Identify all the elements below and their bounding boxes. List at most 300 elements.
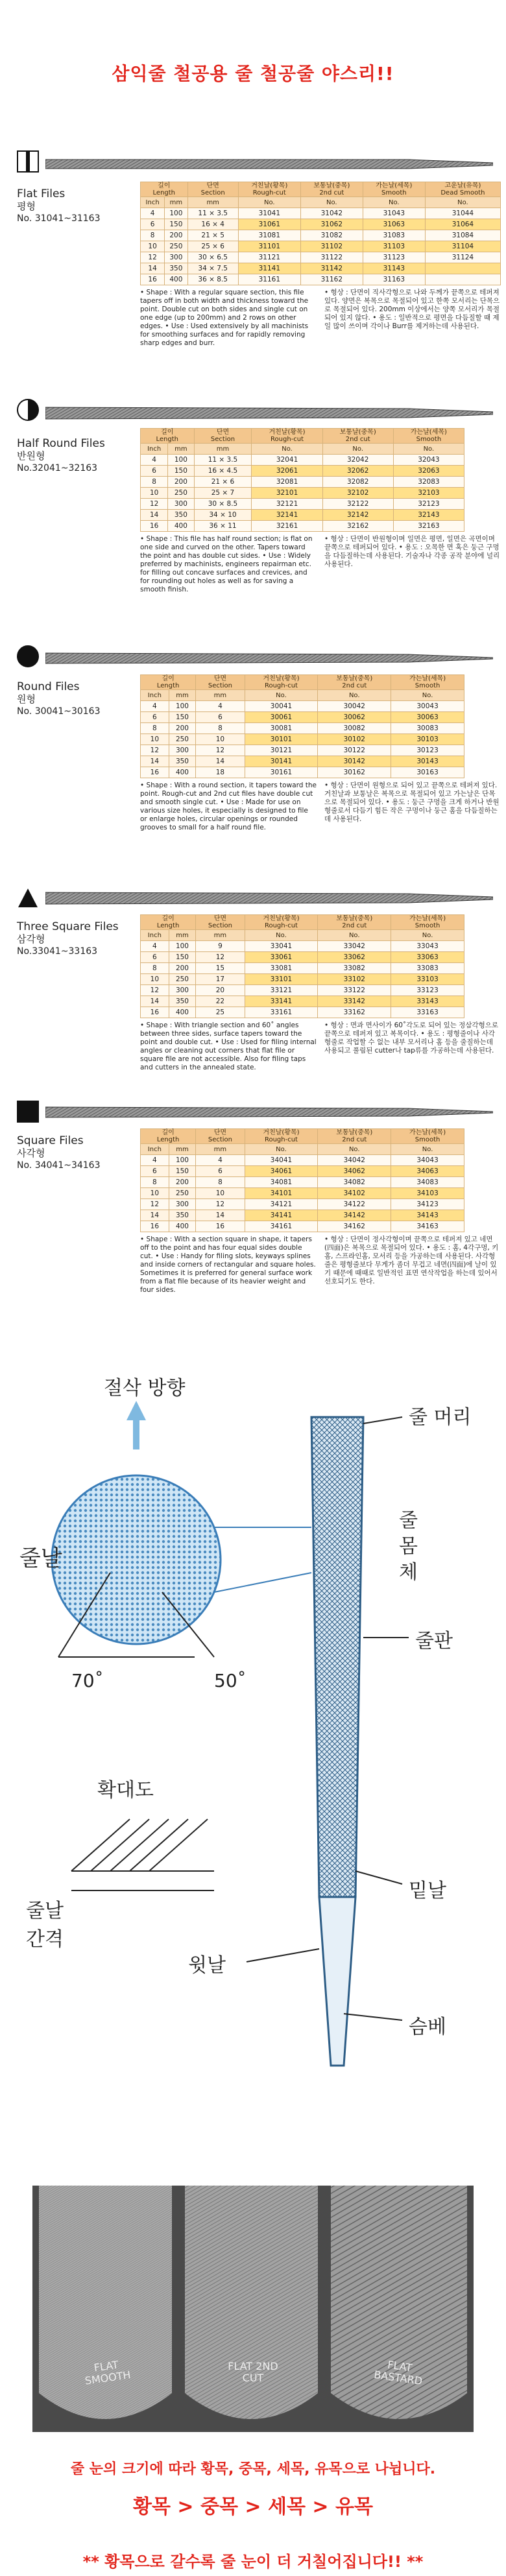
table-cell: 34162 [318,1221,391,1232]
table-cell: 34123 [391,1199,464,1210]
table-cell: 12 [196,952,245,963]
table-cell: 12 [141,745,169,756]
header-no: No. [245,930,318,941]
teeth-label: 줄날 [19,1545,62,1571]
header-smooth: 가는날(세목) Smooth [393,429,464,444]
square-note-ko: • 형상 : 단면이 정사각형이며 끝쪽으로 테퍼져 있고 네면(四面)은 복목으로 목절되어 있다. • 용도 : 홈, 4각구멍, 키홈, 스프라인홈, 모서리 등을 가공하는데 사용된다. 사각형줄은 평형줄보다 무게가 좀더 무겁고 네면(四面)에 날이 있기 때문에 때때로 일반적인 표면 연삭작업을 하는데 있어서 선호되기도 한다. [324,1235,499,1285]
table-cell: 4 [196,1155,245,1166]
table-row [141,767,464,778]
table-row [141,701,464,712]
table-cell: 14 [141,263,165,274]
flat-name: Flat Files [17,187,66,200]
half-note-ko: • 형상 : 단면이 반원형이며 일면은 평면, 일면은 곡면이며 끝쪽으로 테퍼되어 있다. • 용도 : 오목한 면 혹은 둥근 구멍을 다듬질하는데 사용된다. 기술자나 각종 공작 분야에 널리 사용된다. [324,535,500,568]
header-mm2: mm [194,444,252,455]
header-no: No. [363,197,425,208]
square-title [17,1135,101,1172]
header-rough: 거친날(황목) Rough-cut [238,182,300,197]
flat-section-icon [17,150,39,173]
square-ko: 사각형 [17,1147,45,1159]
table-cell: 16 [141,767,169,778]
table-cell: 30141 [245,756,318,767]
table-cell: 30083 [391,723,464,734]
table-cell: 350 [169,996,196,1007]
photo-label-smooth: FLAT SMOOTH [84,2358,132,2387]
table-cell: 200 [169,723,196,734]
file-tang [319,1897,355,2066]
table-cell: 32082 [322,477,393,488]
table-cell: 10 [141,488,168,499]
three-note-en: • Shape : With triangle section and 60˚ angles between three sides, surface tapers toward the point and double cut. • Use : Used for filing internal angles or cleaning out corners that flat file or square file are not accessible. Also for filing taps and cutters in the annealed state. [140,1021,317,1071]
square-section-icon [17,1101,39,1123]
table-cell: 4 [196,701,245,712]
table-cell: 200 [165,230,187,241]
table-cell: 250 [168,488,194,499]
table-cell: 11 × 3.5 [187,208,238,219]
table-cell: 31163 [363,274,425,285]
caption-grades: 줄 눈의 크기에 따라 황목, 중목, 세목, 유목으로 나뉩니다. [70,2461,436,2477]
table-cell: 10 [141,241,165,252]
half-round-file-image [45,403,493,423]
header-section: 단면 Section [196,1129,245,1144]
photo-label-2nd: FLAT 2ND CUT [228,2360,278,2384]
square-notes [140,1235,501,1296]
table-cell: 14 [196,1210,245,1221]
header-no: No. [318,930,391,941]
table-cell: 200 [168,477,194,488]
table-cell: 4 [141,208,165,219]
table-row [141,1166,464,1177]
table-cell [425,263,500,274]
table-cell: 16 [141,1007,169,1018]
table-cell: 32043 [393,455,464,466]
header-rough: 거친날(황목) Rough-cut [252,429,322,444]
table-cell: 33043 [391,941,464,952]
table-row [141,1210,464,1221]
table-cell: 10 [196,1188,245,1199]
table-cell: 6 [141,952,169,963]
half-name: Half Round Files [17,437,105,450]
table-cell: 10 [141,1188,169,1199]
table-cell: 33061 [245,952,318,963]
table-cell: 31121 [238,252,300,263]
header-no: No. [318,1144,391,1155]
table-cell: 30063 [391,712,464,723]
table-cell: 21 × 5 [187,230,238,241]
table-cell: 34081 [245,1177,318,1188]
table-cell: 33082 [318,963,391,974]
table-cell: 32121 [252,499,322,510]
three-ko: 삼각형 [17,933,45,945]
table-cell: 32123 [393,499,464,510]
table-cell: 25 × 6 [187,241,238,252]
table-cell: 30081 [245,723,318,734]
table-cell: 33102 [318,974,391,985]
header-rough: 거친날(황목) Rough-cut [245,1129,318,1144]
table-cell: 10 [141,734,169,745]
table-cell: 25 × 7 [194,488,252,499]
table-cell: 33083 [391,963,464,974]
header-inch: Inch [141,444,168,455]
table-cell: 300 [165,252,187,263]
upper-edge-label: 윗날 [188,1954,226,1977]
table-cell: 30161 [245,767,318,778]
table-cell: 32143 [393,510,464,521]
table-cell: 34143 [391,1210,464,1221]
header-mm2: mm [196,930,245,941]
flat-notes [140,289,501,349]
table-row [141,241,501,252]
table-cell: 33103 [391,974,464,985]
table-cell: 6 [196,712,245,723]
table-cell: 33062 [318,952,391,963]
header-no: No. [425,197,500,208]
header-second: 보통날(중목) 2nd cut [322,429,393,444]
table-cell: 20 [196,985,245,996]
table-cell: 34101 [245,1188,318,1199]
header-no: No. [391,690,464,701]
table-cell: 16 [141,1221,169,1232]
table-cell: 8 [141,723,169,734]
square-note-en: • Shape : With a section square in shape, it tapers off to the point and has four equal sides double cut. • Use : Handy for filing slots, keyways splines and inside corners of rectangular and square holes. Sometimes it is preferred for general surface work from a flat file because of its heavier weight and four sides. [140,1235,316,1294]
table-cell: 16 [141,521,168,532]
table-cell: 32122 [322,499,393,510]
header-no: No. [391,1144,464,1155]
table-cell: 33161 [245,1007,318,1018]
cut-direction-label: 절삭 방향 [104,1377,186,1400]
table-cell: 32101 [252,488,322,499]
header-no: No. [245,1144,318,1155]
table-row [141,756,464,767]
header-section: 단면 Section [194,429,252,444]
file-anatomy-diagram [0,1378,506,2156]
enlarged-label: 확대도 [97,1779,154,1802]
header-mm: mm [169,1144,196,1155]
header-mm: mm [169,930,196,941]
table-cell: 32083 [393,477,464,488]
table-row [141,974,464,985]
table-cell: 32081 [252,477,322,488]
table-cell: 33081 [245,963,318,974]
table-cell: 31162 [300,274,363,285]
table-cell: 34062 [318,1166,391,1177]
table-row [141,734,464,745]
flat-note-en: • Shape : With a regular square section, this file tapers off in both width and thickness toward the point. Double cut on both sides and single cut on one edge (up to 200mm) and 2 rows on other edges. • Use : Used extensively by all machinists for smoothing surfaces and for rapidly removing sharp edges and burr. [140,289,309,347]
table-cell: 34141 [245,1210,318,1221]
table-cell: 34 × 7.5 [187,263,238,274]
header-no: No. [252,444,322,455]
three-note-ko: • 형상 : 면과 면사이가 60˚각도로 되어 있는 정삼각형으로 끝쪽으로 테퍼져 있고 복목이다. • 용도 : 평형줄이나 사각형줄로 작업할 수 없는 내부 모서리나 홈 등을 줄질하는데 사용되고 풀림된 cutter나 tap류를 가공하는데 사용된다. [324,1021,499,1055]
table-cell: 34121 [245,1199,318,1210]
table-cell: 31161 [238,274,300,285]
flat-title [17,188,101,225]
table-cell: 4 [141,1155,169,1166]
three-square-file-image [45,888,493,908]
table-cell: 31044 [425,208,500,219]
table-cell: 31081 [238,230,300,241]
table-cell: 32161 [252,521,322,532]
table-cell: 16 [141,274,165,285]
table-cell: 31084 [425,230,500,241]
page-title: 삼익줄 철공용 줄 철공줄 야스리!! [112,63,394,84]
table-cell: 350 [165,263,187,274]
table-cell: 10 [196,734,245,745]
header-no: No. [318,690,391,701]
table-cell: 34161 [245,1221,318,1232]
table-cell: 32063 [393,466,464,477]
table-cell: 32141 [252,510,322,521]
table-cell: 34041 [245,1155,318,1166]
table-cell: 33101 [245,974,318,985]
table-row [141,488,464,499]
table-row [141,712,464,723]
table-row [141,1199,464,1210]
table-cell: 100 [169,701,196,712]
caption-note: ** 황목으로 갈수록 줄 눈이 더 거칠어집니다!! ** [82,2553,424,2571]
header-second: 보통날(중목) 2nd cut [318,1129,391,1144]
table-cell: 32163 [393,521,464,532]
table-cell: 6 [196,1166,245,1177]
header-second: 보통날(중목) 2nd cut [318,675,391,690]
round-ko: 원형 [17,693,36,705]
table-cell: 14 [196,756,245,767]
head-label: 줄 머리 [409,1406,472,1429]
table-cell: 12 [196,745,245,756]
table-cell: 34082 [318,1177,391,1188]
table-cell: 21 × 6 [194,477,252,488]
table-cell: 30103 [391,734,464,745]
table-cell: 34163 [391,1221,464,1232]
table-cell: 16 [196,1221,245,1232]
half-ko: 반원형 [17,450,45,462]
table-cell: 250 [165,241,187,252]
table-cell: 14 [141,510,168,521]
header-section: 단면 Section [196,915,245,930]
table-cell: 34 × 10 [194,510,252,521]
table-cell: 350 [168,510,194,521]
table-row [141,941,464,952]
flat-ko: 평형 [17,200,36,212]
enlarged-detail [71,1819,214,1890]
flat-no: No. 31041~31163 [17,213,101,224]
table-cell: 34061 [245,1166,318,1177]
table-cell: 32142 [322,510,393,521]
header-dead: 고운날(유목) Dead Smooth [425,182,500,197]
table-cell: 8 [141,230,165,241]
table-cell: 34103 [391,1188,464,1199]
table-cell: 31101 [238,241,300,252]
table-cell: 150 [165,219,187,230]
table-cell: 9 [196,941,245,952]
table-cell: 33142 [318,996,391,1007]
file-body [311,1417,363,1897]
header-smooth: 가는날(세목) Smooth [363,182,425,197]
table-cell: 33163 [391,1007,464,1018]
table-cell: 12 [141,985,169,996]
magnified-teeth-circle [52,1475,221,1644]
flat-2nd-cut-file [185,2186,318,2419]
table-cell: 200 [169,1177,196,1188]
header-smooth: 가는날(세목) Smooth [391,675,464,690]
table-cell: 150 [169,712,196,723]
round-title [17,681,101,718]
table-cell: 30041 [245,701,318,712]
header-inch: Inch [141,1144,169,1155]
table-cell: 150 [169,1166,196,1177]
table-cell: 30042 [318,701,391,712]
header-inch: Inch [141,197,165,208]
three-name: Three Square Files [17,920,119,933]
table-cell: 250 [169,1188,196,1199]
table-cell: 32062 [322,466,393,477]
table-cell: 31063 [363,219,425,230]
table-cell: 34083 [391,1177,464,1188]
half-round-notes [140,535,501,595]
table-cell: 32042 [322,455,393,466]
table-cell: 100 [169,1155,196,1166]
square-file-image [45,1103,493,1122]
table-cell: 300 [169,745,196,756]
angle-50-label: 50˚ [214,1670,247,1691]
table-cell: 12 [196,1199,245,1210]
table-cell: 31062 [300,219,363,230]
table-row [141,499,464,510]
table-cell: 8 [141,1177,169,1188]
table-cell: 31122 [300,252,363,263]
header-mm2: mm [196,690,245,701]
tang-label: 슴베 [409,2016,446,2038]
table-cell: 100 [168,455,194,466]
table-row [141,219,501,230]
table-cell: 18 [196,767,245,778]
half-note-en: • Shape : This file has half round section; is flat on one side and curved on the other. Tapers toward the point and has double cut sides. • Use : Widely preferred by machinists, engineers repairman etc. for filling out concave surfaces and crevices, and for rounding out holes as well as for saving a smooth finish. [140,535,313,593]
three-square-notes [140,1021,501,1073]
cut-direction-arrow [126,1401,146,1449]
table-cell: 36 × 8.5 [187,274,238,285]
table-cell: 34063 [391,1166,464,1177]
header-inch: Inch [141,930,169,941]
caption-order: 황목 > 중목 > 세목 > 유목 [133,2496,373,2518]
header-second: 보통날(중목) 2nd cut [300,182,363,197]
header-mm: mm [165,197,187,208]
table-cell: 33121 [245,985,318,996]
table-cell: 250 [169,974,196,985]
table-row [141,521,464,532]
half-round-section-icon [17,399,39,421]
round-notes [140,781,501,833]
table-cell: 11 × 3.5 [194,455,252,466]
header-section: 단면 Section [196,675,245,690]
table-row [141,455,464,466]
table-row [141,208,501,219]
table-cell: 31083 [363,230,425,241]
square-spec-table [140,1128,464,1232]
table-cell: 34102 [318,1188,391,1199]
angle-70-label: 70˚ [71,1670,104,1691]
table-cell: 32162 [322,521,393,532]
table-cell: 6 [141,712,169,723]
table-cell: 31102 [300,241,363,252]
flat-note-ko: • 형상 : 단면이 직사각형으로 나와 두께가 끝쪽으로 테퍼져 있다. 양면은 복목으로 목절되어 있고 한쪽 모서리는 단목으로 목절되어 있다. 200mm 이상에서는 양쪽 모서리가 목절되어 있지 않다. • 용도 : 일반적으로 평면을 다듬질할 때 제일 많이 쓰이며 각이나 Burr를 제거하는데 사용된다. [324,289,500,330]
table-cell: 30143 [391,756,464,767]
table-row [141,1007,464,1018]
table-row [141,745,464,756]
table-cell: 31104 [425,241,500,252]
header-mm: mm [168,444,194,455]
table-cell: 16 × 4 [187,219,238,230]
table-cell: 31141 [238,263,300,274]
table-cell: 33063 [391,952,464,963]
table-cell: 31042 [300,208,363,219]
table-cell: 100 [169,941,196,952]
table-cell: 6 [141,1166,169,1177]
table-cell: 30043 [391,701,464,712]
table-cell: 31082 [300,230,363,241]
table-cell: 30061 [245,712,318,723]
table-cell: 15 [196,963,245,974]
header-inch: Inch [141,690,169,701]
header-second: 보통날(중목) 2nd cut [318,915,391,930]
table-cell: 200 [169,963,196,974]
round-section-icon [17,645,39,667]
table-row [141,477,464,488]
header-smooth: 가는날(세목) Smooth [391,915,464,930]
table-cell: 30122 [318,745,391,756]
table-cell: 350 [169,1210,196,1221]
table-row [141,263,501,274]
header-no: No. [245,690,318,701]
table-cell: 33162 [318,1007,391,1018]
header-length: 길이 Length [141,675,196,690]
header-no: No. [300,197,363,208]
table-row [141,510,464,521]
table-cell: 12 [141,1199,169,1210]
table-cell: 32102 [322,488,393,499]
header-mm2: mm [196,1144,245,1155]
header-no: No. [322,444,393,455]
table-cell: 32061 [252,466,322,477]
half-no: No.32041~32163 [17,463,98,473]
table-cell: 30162 [318,767,391,778]
table-row [141,723,464,734]
table-cell: 25 [196,1007,245,1018]
table-cell: 30102 [318,734,391,745]
half-round-title [17,438,105,475]
tooth-spacing-label: 줄날 간격 [26,1900,64,1951]
header-rough: 거친날(황목) Rough-cut [245,675,318,690]
table-cell: 32103 [393,488,464,499]
table-cell: 150 [168,466,194,477]
table-row [141,963,464,974]
table-cell: 22 [196,996,245,1007]
table-cell: 350 [169,756,196,767]
round-note-en: • Shape : With a round section, it tapers toward the point. Rough-cut and 2nd cut files have double cut and smooth single cut. • Use : Made for use on various size holes, it especially is designed to file or enlarge holes, circular openings or rounded grooves to small for a half round file. [140,781,317,831]
table-cell [425,274,500,285]
square-name: Square Files [17,1134,84,1147]
table-row [141,1155,464,1166]
triangle-section-icon [17,887,39,909]
header-no: No. [238,197,300,208]
table-cell: 8 [141,477,168,488]
round-no: No. 30041~30163 [17,706,101,717]
table-cell: 150 [169,952,196,963]
table-cell: 33123 [391,985,464,996]
header-no: No. [393,444,464,455]
square-no: No. 34041~34163 [17,1160,101,1171]
table-cell: 30 × 8.5 [194,499,252,510]
table-cell: 31041 [238,208,300,219]
table-cell: 400 [165,274,187,285]
table-cell: 300 [169,1199,196,1210]
